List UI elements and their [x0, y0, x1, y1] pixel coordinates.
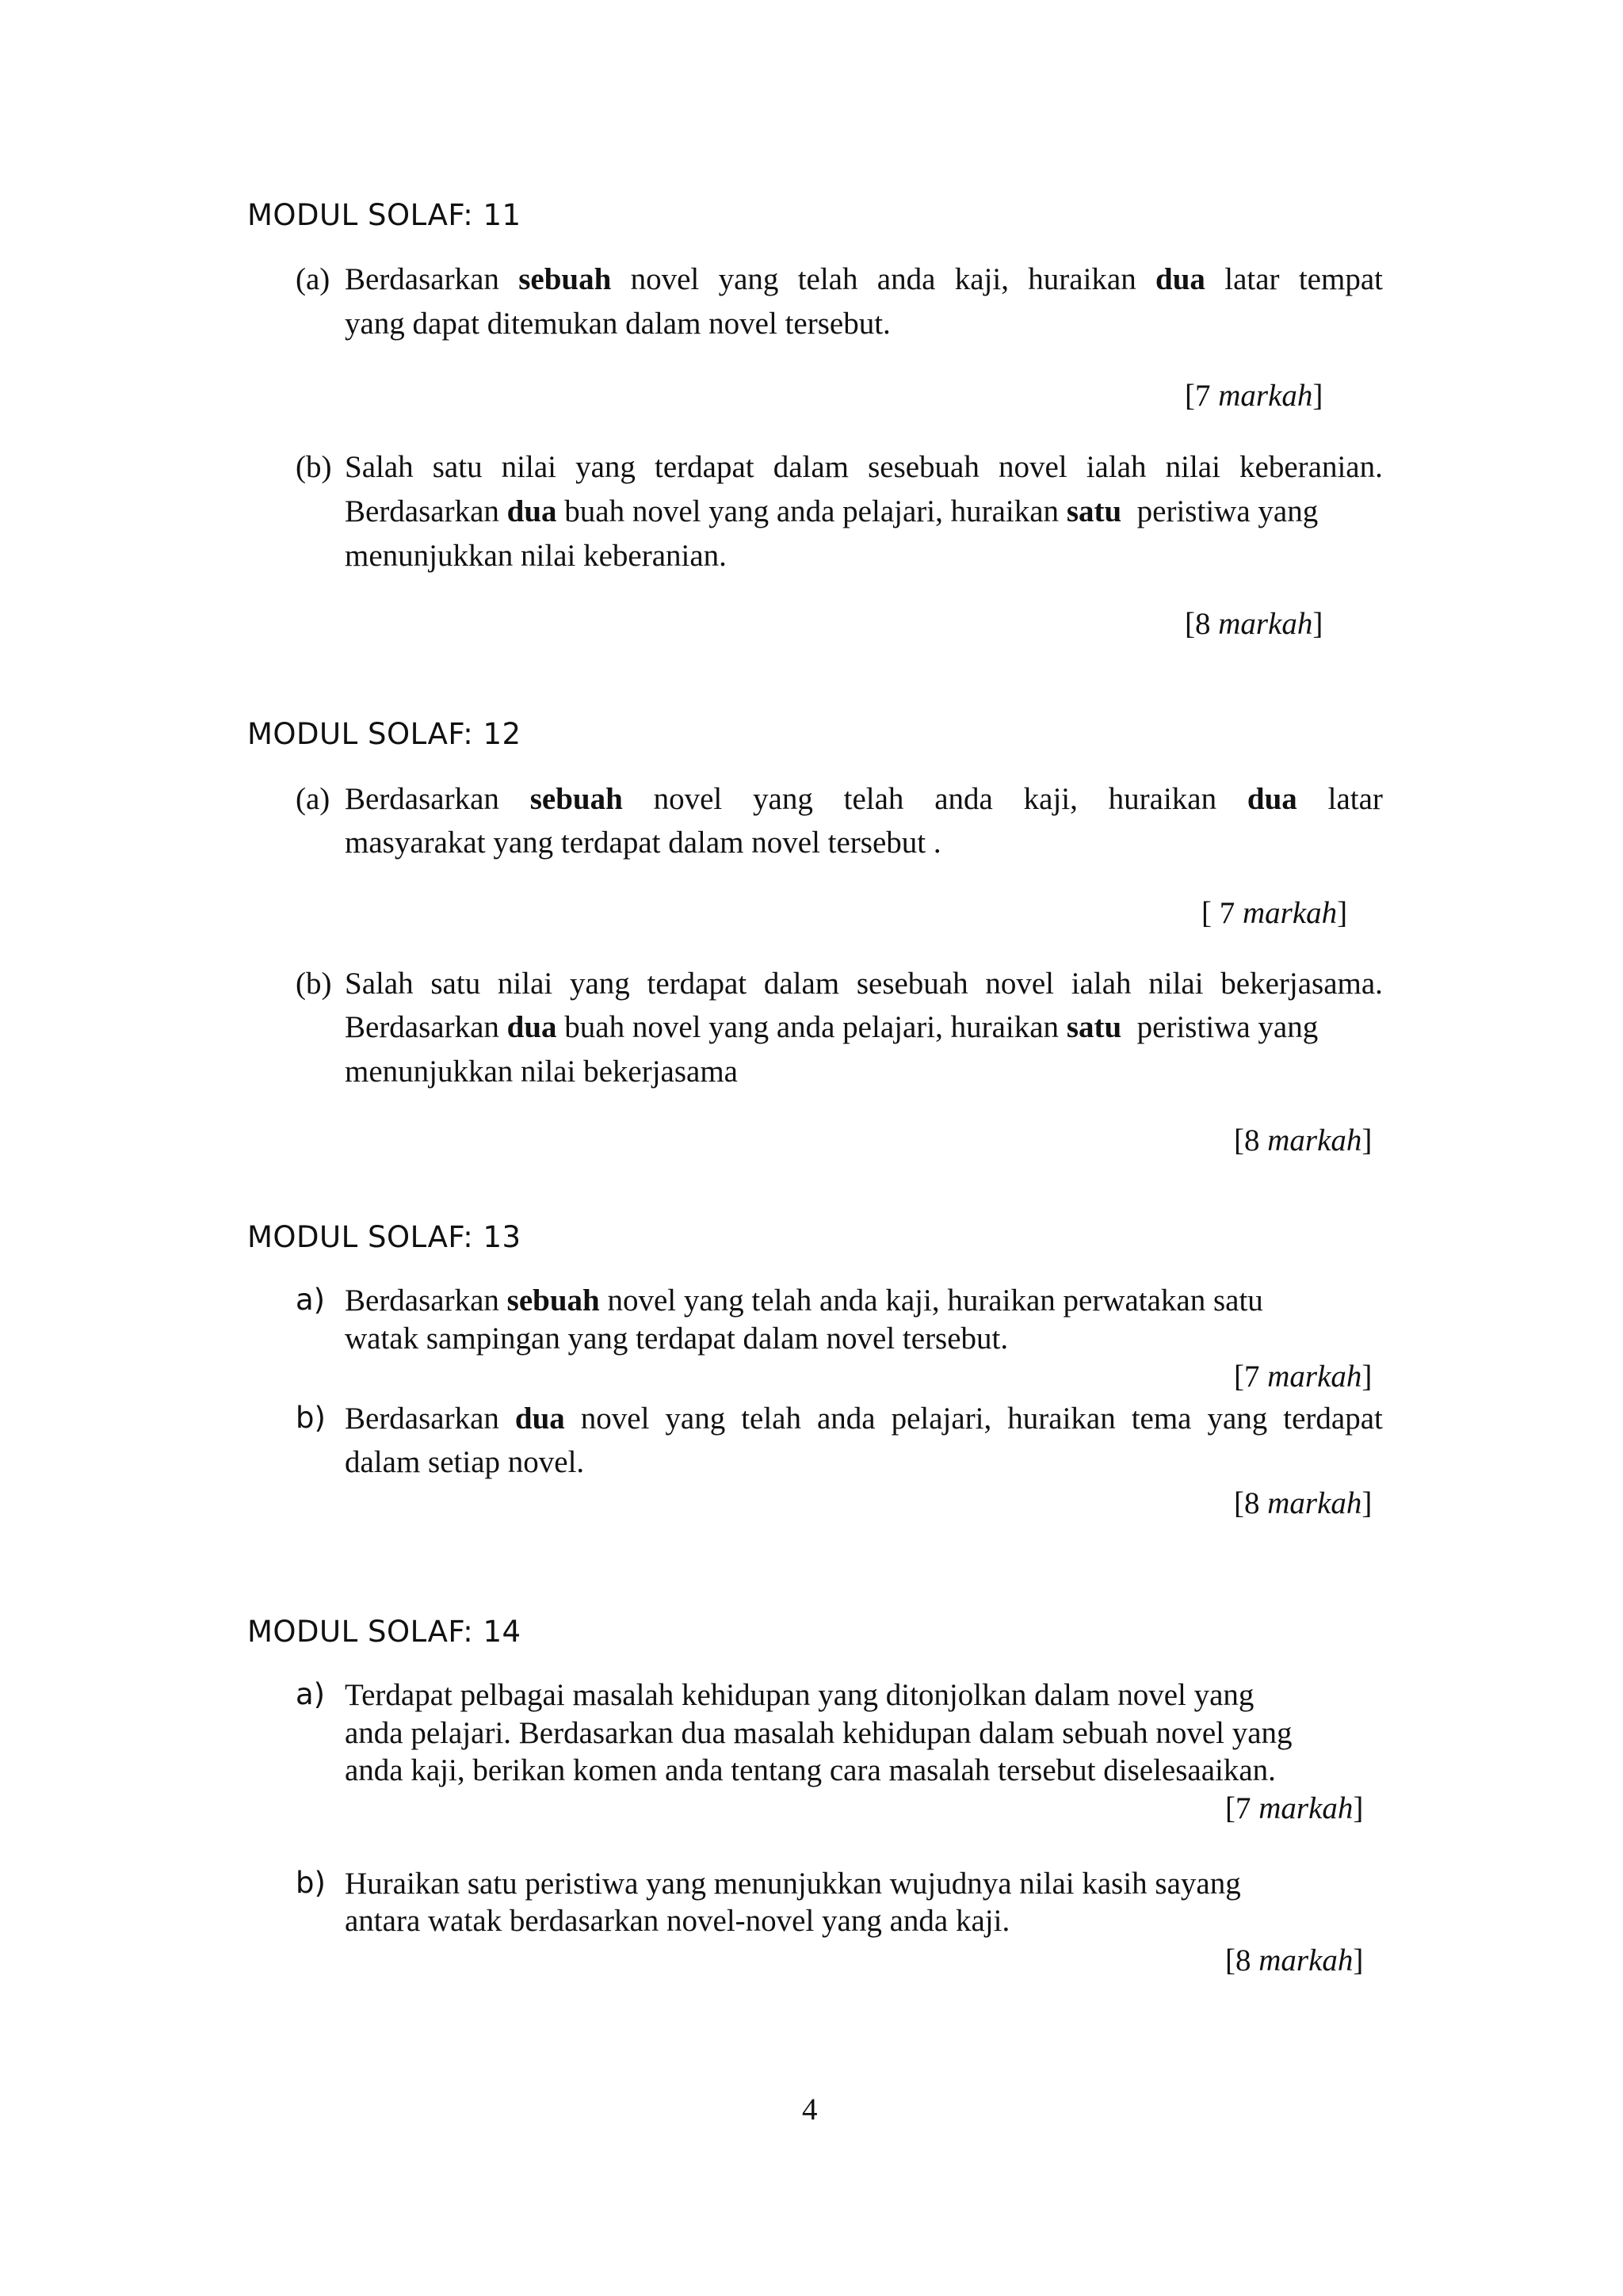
- question-label-13b: b): [296, 1401, 326, 1435]
- question-12b-line-3: menunjukkan nilai bekerjasama: [345, 1055, 738, 1089]
- question-13b-line-2: dalam setiap novel.: [345, 1445, 585, 1479]
- section-heading-12: MODUL SOLAF: 12: [247, 717, 521, 751]
- question-label-12b: (b): [296, 967, 332, 1001]
- question-11b-line-3: menunjukkan nilai keberanian.: [345, 539, 727, 573]
- question-12a-line-2: masyarakat yang terdapat dalam novel tersebut .: [345, 826, 941, 860]
- question-label-12a: (a): [296, 782, 330, 816]
- question-13a-line-2: watak sampingan yang terdapat dalam novel tersebut.: [345, 1322, 1009, 1356]
- section-heading-14: MODUL SOLAF: 14: [247, 1615, 521, 1649]
- section-heading-11: MODUL SOLAF: 11: [247, 198, 521, 232]
- question-12b-line-2: Berdasarkan dua buah novel yang anda pelajari, huraikan satu peristiwa yang: [345, 1010, 1319, 1044]
- marks-13b: [8 markah]: [1234, 1486, 1373, 1520]
- question-label-11a: (a): [296, 262, 330, 296]
- question-label-14b: b): [296, 1866, 326, 1900]
- question-12b-line-1: Salah satu nilai yang terdapat dalam sesebuah novel ialah nilai bekerjasama.: [345, 967, 1383, 1001]
- question-14b-line-1: Huraikan satu peristiwa yang menunjukkan wujudnya nilai kasih sayang: [345, 1867, 1241, 1901]
- marks-12a: [ 7 markah]: [1201, 896, 1348, 930]
- marks-14b: [8 markah]: [1225, 1943, 1364, 1978]
- marks-11a: [7 markah]: [1185, 379, 1323, 413]
- question-label-13a: a): [296, 1283, 326, 1317]
- question-11a-line-1: Berdasarkan sebuah novel yang telah anda kaji, huraikan dua latar tempat: [345, 262, 1383, 296]
- question-14a-line-2: anda pelajari. Berdasarkan dua masalah kehidupan dalam sebuah novel yang: [345, 1716, 1293, 1750]
- question-label-14a: a): [296, 1677, 326, 1711]
- question-11b-line-2: Berdasarkan dua buah novel yang anda pelajari, huraikan satu peristiwa yang: [345, 494, 1319, 528]
- question-13b-line-1: Berdasarkan dua novel yang telah anda pelajari, huraikan tema yang terdapat: [345, 1402, 1383, 1436]
- question-11b-line-1: Salah satu nilai yang terdapat dalam sesebuah novel ialah nilai keberanian.: [345, 450, 1383, 484]
- marks-12b: [8 markah]: [1234, 1123, 1373, 1158]
- question-14a-line-1: Terdapat pelbagai masalah kehidupan yang ditonjolkan dalam novel yang: [345, 1678, 1254, 1712]
- marks-11b: [8 markah]: [1185, 607, 1323, 641]
- question-label-11b: (b): [296, 450, 332, 484]
- marks-13a: [7 markah]: [1234, 1360, 1373, 1394]
- question-13a-line-1: Berdasarkan sebuah novel yang telah anda kaji, huraikan perwatakan satu: [345, 1283, 1263, 1318]
- question-11a-line-2: yang dapat ditemukan dalam novel tersebut.: [345, 307, 891, 341]
- page-number: 4: [802, 2092, 818, 2126]
- marks-14a: [7 markah]: [1225, 1791, 1364, 1825]
- question-12a-line-1: Berdasarkan sebuah novel yang telah anda kaji, huraikan dua latar: [345, 782, 1383, 816]
- question-14a-line-3: anda kaji, berikan komen anda tentang cara masalah tersebut diselesaaikan.: [345, 1753, 1276, 1787]
- section-heading-13: MODUL SOLAF: 13: [247, 1220, 521, 1254]
- question-14b-line-2: antara watak berdasarkan novel-novel yang anda kaji.: [345, 1904, 1010, 1938]
